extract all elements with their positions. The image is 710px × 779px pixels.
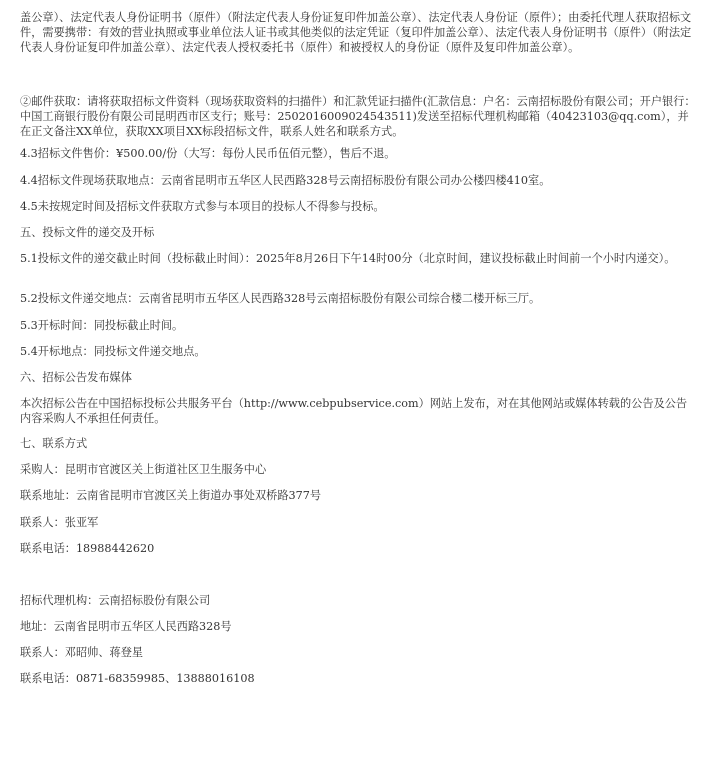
purchaser-address: 联系地址：云南省昆明市官渡区关上街道办事处双桥路377号 bbox=[20, 489, 322, 502]
intro-continuation-paragraph: 盖公章）、法定代表人身份证明书（原件）（附法定代表人身份证复印件加盖公章）、法定代表人身份证（原件）；由委托代理人获取招标文件，需要携带：有效的营业执照或事业单位法人证书或其他类似的法定凭证（复印件加盖公章）、法定代表人身份证明书（原件）（附法定代表人身份证复印件加盖公章）、法定代表人授权委托书（原件）和被授权人的身份证（原件及复印件加盖公章）。 bbox=[20, 11, 692, 54]
media-paragraph: 本次招标公告在中国招标投标公共服务平台（http://www.cebpubservice.com）网站上发布，对在其他网站或媒体转载的公告及公告内容采购人不承担任何责任。 bbox=[20, 397, 688, 425]
section-6-heading: 六、招标公告发布媒体 bbox=[20, 371, 132, 384]
section-5-heading: 五、投标文件的递交及开标 bbox=[20, 226, 155, 239]
email-acquisition-paragraph: ②邮件获取：请将获取招标文件资料（现场获取资料的扫描件）和汇款凭证扫描件(汇款信息：户名：云南招标股份有限公司；开户银行：中国工商银行股份有限公司昆明西市区支行；账号：2502016009024543511)发送至招标代理机构邮箱（40423103@qq.com），并在正文备注XX单位，获取XX项目XX标段招标文件，联系人姓名和联系方式。 bbox=[20, 95, 696, 138]
agency-phone: 联系电话：0871-68359985、13888016108 bbox=[20, 672, 255, 685]
item-4-5-notice: 4.5未按规定时间及招标文件获取方式参与本项目的投标人不得参与投标。 bbox=[20, 200, 385, 213]
item-4-4-location: 4.4招标文件现场获取地点：云南省昆明市五华区人民西路328号云南招标股份有限公司办公楼四楼410室。 bbox=[20, 174, 551, 187]
item-5-3-opening-time: 5.3开标时间：同投标截止时间。 bbox=[20, 319, 184, 332]
purchaser-phone: 联系电话：18988442620 bbox=[20, 542, 155, 555]
agency-address: 地址：云南省昆明市五华区人民西路328号 bbox=[20, 620, 232, 633]
section-7-heading: 七、联系方式 bbox=[20, 437, 88, 450]
purchaser-contact-person: 联系人：张亚军 bbox=[20, 516, 99, 529]
item-5-2-submit-location: 5.2投标文件递交地点：云南省昆明市五华区人民西路328号云南招标股份有限公司综合楼二楼开标三厅。 bbox=[20, 292, 541, 305]
item-5-4-opening-location: 5.4开标地点：同投标文件递交地点。 bbox=[20, 345, 206, 358]
agency-contact-person: 联系人：邓昭帅、蒋登星 bbox=[20, 646, 144, 659]
item-5-1-deadline: 5.1投标文件的递交截止时间（投标截止时间）：2025年8月26日下午14时00分（北京时间，建议投标截止时间前一个小时内递交）。 bbox=[20, 252, 676, 265]
purchaser-name: 采购人：昆明市官渡区关上街道社区卫生服务中心 bbox=[20, 463, 267, 476]
item-4-3-price: 4.3招标文件售价：¥500.00/份（大写：每份人民币伍佰元整），售后不退。 bbox=[20, 147, 396, 160]
agency-name: 招标代理机构：云南招标股份有限公司 bbox=[20, 594, 211, 607]
